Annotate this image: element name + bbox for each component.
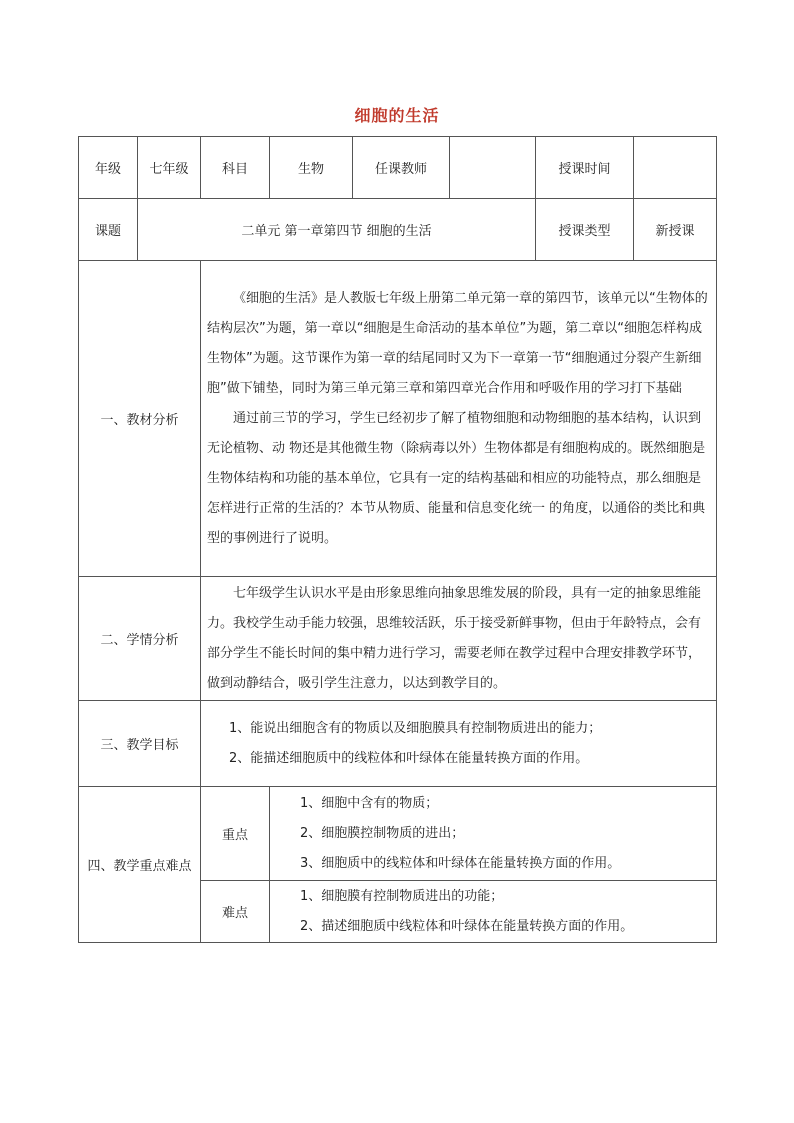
document-title: 细胞的生活	[354, 106, 440, 125]
goal-item: 1、能说出细胞含有的物质以及细胞膜具有控制物质进出的能力；	[229, 720, 602, 736]
textbook-analysis-content	[201, 261, 717, 577]
student-paragraph: 七年级学生认识水平是由形象思维向抽象思维发展的阶段，具有一定的抽象思维能力。我校学生动手能力较强，思维较活跃，乐于接受新鲜事物，但由于年龄特点，会有部分学生不能长时间的集中精力进行学习，需要老师在教学过程中合理安排教学环节，做到动静结合，吸引学生注意力，以达到教学目的。	[207, 585, 702, 691]
grade-label: 年级	[79, 137, 138, 199]
key-points-label: 四、教学重点难点	[79, 787, 201, 943]
focus-content	[270, 787, 717, 881]
topic-row	[79, 199, 717, 261]
difficulty-item: 1、细胞膜有控制物质进出的功能；	[300, 888, 504, 904]
student-analysis-content	[201, 577, 717, 701]
textbook-paragraph-2: 通过前三节的学习，学生已经初步了解了植物细胞和动物细胞的基本结构，认识到无论植物、动 物还是其他微生物（除病毒以外）生物体都是有细胞构成的。既然细胞是生物体结构和功能的基本单位，它具有一定的结构基础和相应的功能特点，那么细胞是怎样进行正常的生活的？本节从物质、能量和信息变化统一 的角度，以通俗的类比和典型的事例进行了说明。	[207, 410, 706, 546]
focus-item: 3、细胞质中的线粒体和叶绿体在能量转换方面的作用。	[300, 855, 621, 871]
topic-label: 课题	[79, 199, 138, 261]
textbook-analysis-label: 一、教材分析	[79, 261, 201, 577]
header-row	[79, 137, 717, 199]
teaching-goals-row	[79, 701, 717, 787]
student-analysis-row	[79, 577, 717, 701]
difficulty-label: 难点	[201, 881, 270, 943]
difficulty-item: 2、描述细胞质中线粒体和叶绿体在能量转换方面的作用。	[300, 918, 634, 934]
textbook-analysis-row	[79, 261, 717, 577]
teaching-goals-content	[201, 701, 717, 787]
teacher-label: 任课教师	[353, 137, 450, 199]
focus-label: 重点	[201, 787, 270, 881]
focus-item: 1、细胞中含有的物质；	[300, 795, 439, 811]
difficulty-content	[270, 881, 717, 943]
goal-item: 2、能描述细胞质中的线粒体和叶绿体在能量转换方面的作用。	[229, 750, 589, 766]
time-value	[634, 137, 717, 199]
time-label: 授课时间	[536, 137, 634, 199]
student-analysis-label: 二、学情分析	[79, 577, 201, 701]
class-type-value: 新授课	[634, 199, 717, 261]
grade-value: 七年级	[138, 137, 201, 199]
focus-row	[79, 787, 717, 881]
topic-value: 二单元 第一章第四节 细胞的生活	[138, 199, 536, 261]
subject-label: 科目	[201, 137, 270, 199]
subject-value: 生物	[270, 137, 353, 199]
teacher-value	[450, 137, 536, 199]
textbook-paragraph-1: 《细胞的生活》是人教版七年级上册第二单元第一章的第四节，该单元以“生物体的结构层次”为题，第一章以“细胞是生命活动的基本单位”为题，第二章以“细胞怎样构成生物体”为题。这节课作为第一章的结尾同时又为下一章第一节“细胞通过分裂产生新细胞”做下铺垫，同时为第三单元第三章和第四章光合作用和呼吸作用的学习打下基础	[207, 290, 708, 396]
teaching-goals-label: 三、教学目标	[79, 701, 201, 787]
class-type-label: 授课类型	[536, 199, 634, 261]
lesson-plan-table	[78, 136, 717, 943]
focus-item: 2、细胞膜控制物质的进出；	[300, 825, 465, 841]
